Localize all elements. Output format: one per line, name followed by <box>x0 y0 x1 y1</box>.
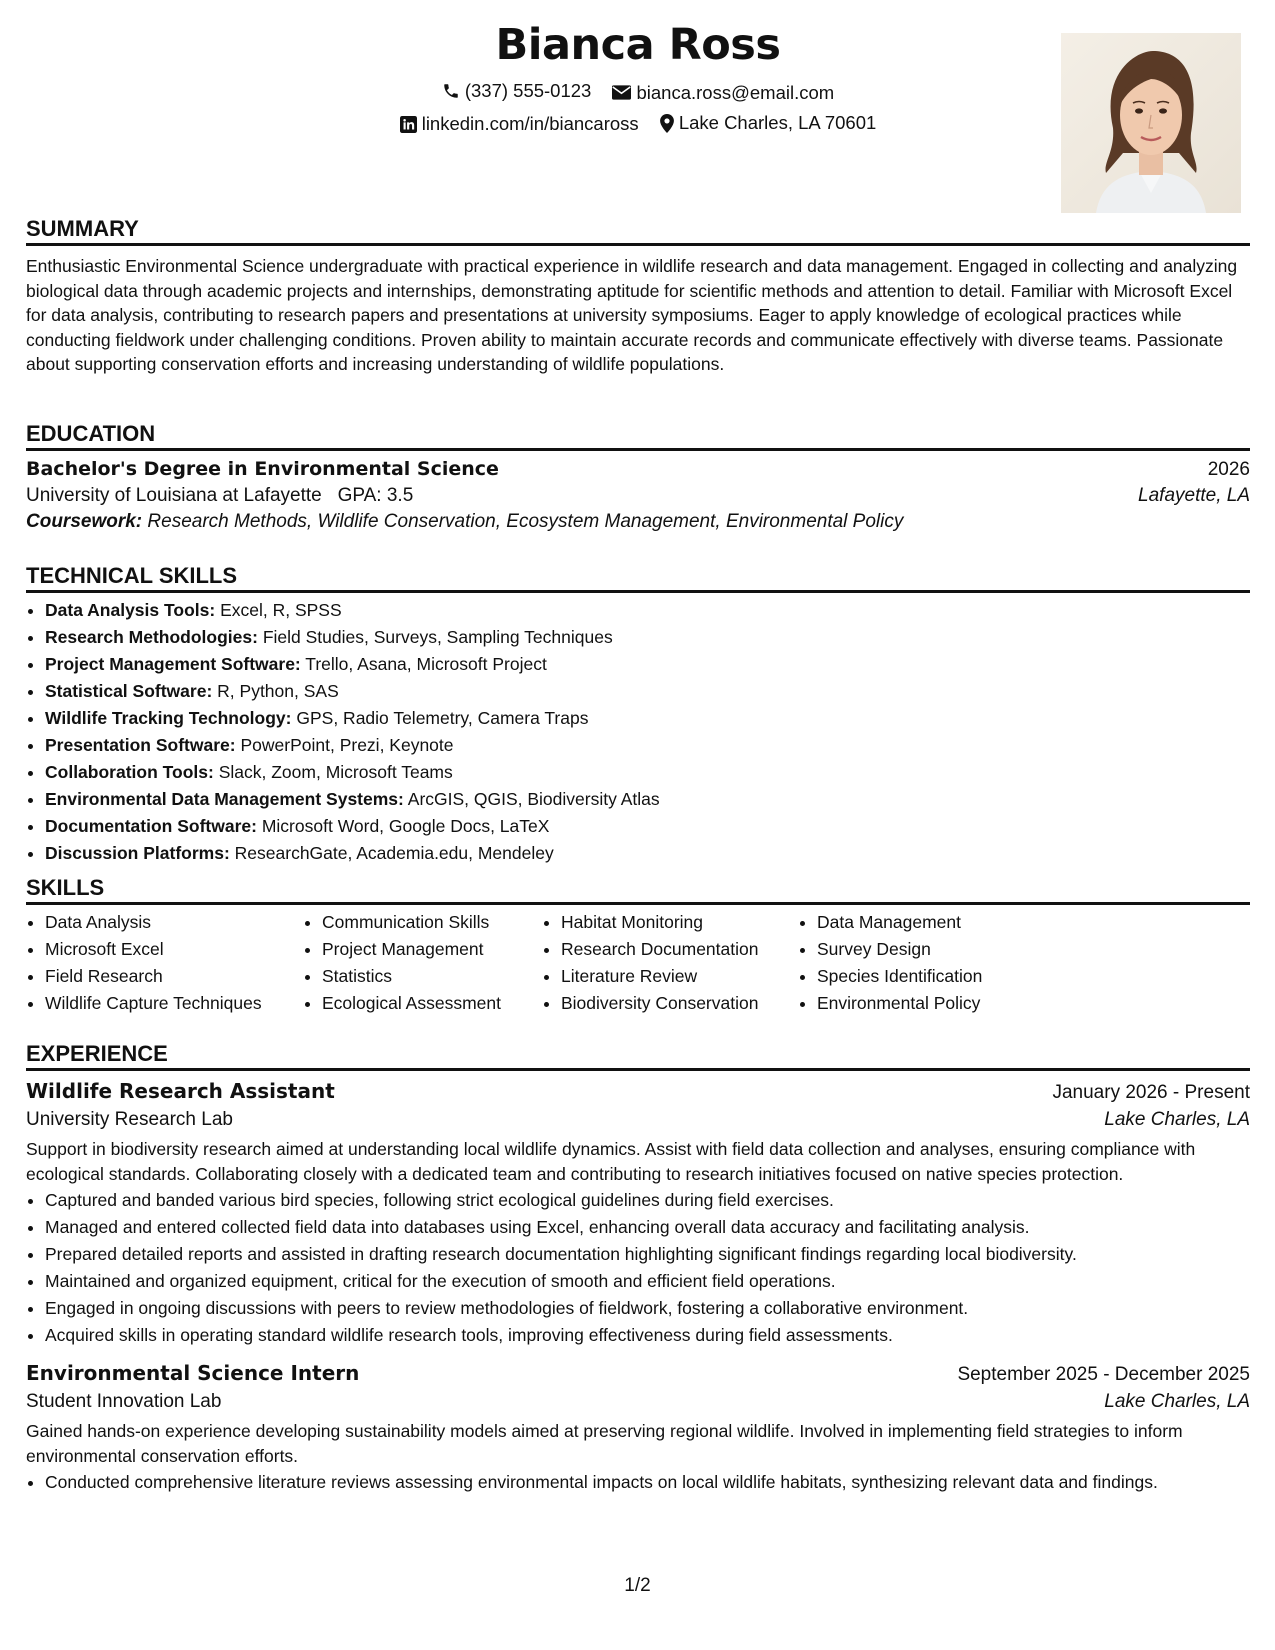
list-item: • Environmental Policy <box>817 990 1057 1017</box>
profile-photo <box>1061 33 1241 213</box>
list-item: • Microsoft Excel <box>45 936 303 963</box>
skill-values: Excel, R, SPSS <box>220 600 342 620</box>
list-item: • Communication Skills <box>322 909 542 936</box>
school-info <box>26 485 413 507</box>
skills-column <box>798 909 1057 1017</box>
job-bullets <box>26 1469 1250 1496</box>
list-item: • Project Management <box>322 936 542 963</box>
list-item: • Engaged in ongoing discussions with peers to review methodologies of fieldwork, fostering a collaborative environment. <box>45 1295 1250 1322</box>
skill-values: Field Studies, Surveys, Sampling Techniques <box>262 627 613 647</box>
job-org-row <box>26 1109 1250 1131</box>
skill-values: GPS, Radio Telemetry, Camera Traps <box>296 708 589 728</box>
list-item <box>45 786 1250 813</box>
graduation-year: 2026 <box>1207 459 1250 480</box>
skill-category: Presentation Software: <box>45 735 236 755</box>
job-description: Support in biodiversity research aimed at understanding local wildlife dynamics. Assist with field data collection and analyses, ensuring compliance with ecological standards. Collaborating closely with a dedicated team and contributing to research initiatives focused on native species protection. <box>26 1139 1196 1184</box>
email-contact[interactable] <box>612 82 834 104</box>
job-dates: September 2025 - December 2025 <box>957 1364 1250 1385</box>
list-item <box>45 732 1250 759</box>
skill-category: Documentation Software: <box>45 816 257 836</box>
summary-text: Enthusiastic Environmental Science undergraduate with practical experience in wildlife research and data management. Engaged in collecting and analyzing biological data through academic projects and internships, demonstrating aptitude for scientific methods and attention to detail. Familiar with Microsoft Excel for data analysis, contributing to research papers and presentations at university symposiums. Eager to apply knowledge of ecological practices while conducting fieldwork under challenging conditions. Proven ability to maintain accurate records and communicate effectively with diverse teams. Passionate about supporting conservation efforts and increasing understanding of wildlife populations. <box>26 256 1238 374</box>
job-organization: Student Innovation Lab <box>26 1391 222 1412</box>
list-item <box>45 813 1250 840</box>
skills-section <box>26 874 1250 1017</box>
list-item: • Field Research <box>45 963 303 990</box>
list-item: • Habitat Monitoring <box>561 909 798 936</box>
section-divider <box>26 243 1250 246</box>
coursework-list: Research Methods, Wildlife Conservation, Ecosystem Management, Environmental Policy <box>147 511 904 532</box>
education-section <box>26 420 1250 533</box>
skill-values: Slack, Zoom, Microsoft Teams <box>218 762 453 782</box>
job-location: Lake Charles, LA <box>1104 1391 1250 1412</box>
skills-column <box>26 909 303 1017</box>
degree-row <box>26 458 1250 481</box>
location-contact <box>660 112 876 134</box>
linkedin-contact[interactable] <box>400 113 639 135</box>
list-item: • Conducted comprehensive literature reviews assessing environmental impacts on local wildlife habitats, synthesizing relevant data and findings. <box>45 1469 1250 1496</box>
list-item: • Research Documentation <box>561 936 798 963</box>
list-item: • Ecological Assessment <box>322 990 542 1017</box>
list-item <box>45 651 1250 678</box>
list-item: • Survey Design <box>817 936 1057 963</box>
list-item: • Managed and entered collected field data into databases using Excel, enhancing overall data accuracy and facilitating analysis. <box>45 1214 1250 1241</box>
resume-page <box>26 0 1250 1650</box>
skill-category: Discussion Platforms: <box>45 843 230 863</box>
job-org-row <box>26 1391 1250 1413</box>
section-divider <box>26 590 1250 593</box>
skill-category: Research Methodologies: <box>45 627 258 647</box>
skill-category: Collaboration Tools: <box>45 762 214 782</box>
linkedin-icon <box>400 116 417 133</box>
job-description: Gained hands-on experience developing sustainability models aimed at preserving regional wildlife. Involved in implementing field strategies to inform environmental conservation efforts. <box>26 1421 1183 1466</box>
skill-values: ResearchGate, Academia.edu, Mendeley <box>234 843 554 863</box>
section-divider <box>26 1068 1250 1071</box>
experience-heading: EXPERIENCE <box>26 1041 168 1066</box>
list-item <box>45 705 1250 732</box>
job-header <box>26 1361 1250 1386</box>
skill-category: Environmental Data Management Systems: <box>45 789 404 809</box>
section-divider <box>26 902 1250 905</box>
summary-heading: SUMMARY <box>26 216 139 241</box>
school-name: University of Louisiana at Lafayette <box>26 485 322 506</box>
technical-skills-section <box>26 562 1250 867</box>
job-header <box>26 1079 1250 1104</box>
list-item: • Data Management <box>817 909 1057 936</box>
list-item <box>45 624 1250 651</box>
skill-values: ArcGIS, QGIS, Biodiversity Atlas <box>407 789 660 809</box>
job-title: Environmental Science Intern <box>26 1361 360 1385</box>
skills-column <box>542 909 798 1017</box>
job-title: Wildlife Research Assistant <box>26 1079 335 1103</box>
list-item: • Biodiversity Conservation <box>561 990 798 1017</box>
technical-skills-list <box>26 597 1250 867</box>
linkedin-url[interactable]: linkedin.com/in/biancaross <box>421 113 639 134</box>
phone-icon <box>442 82 460 100</box>
school-location: Lafayette, LA <box>1138 485 1250 506</box>
candidate-name: Bianca Ross <box>495 20 781 70</box>
skills-column <box>303 909 542 1017</box>
list-item: • Maintained and organized equipment, critical for the execution of smooth and efficient field operations. <box>45 1268 1250 1295</box>
skill-category: Statistical Software: <box>45 681 213 701</box>
school-row <box>26 485 1250 507</box>
envelope-icon <box>612 85 631 100</box>
list-item: • Statistics <box>322 963 542 990</box>
job-organization: University Research Lab <box>26 1109 233 1130</box>
phone-contact <box>442 80 592 102</box>
job-bullets <box>26 1187 1250 1349</box>
technical-skills-heading: TECHNICAL SKILLS <box>26 563 238 588</box>
list-item: • Species Identification <box>817 963 1057 990</box>
skill-values: PowerPoint, Prezi, Keynote <box>240 735 454 755</box>
job-location: Lake Charles, LA <box>1104 1109 1250 1130</box>
list-item <box>45 840 1250 867</box>
page-number: 1/2 <box>624 1575 651 1596</box>
education-heading: EDUCATION <box>26 421 156 446</box>
list-item: • Acquired skills in operating standard wildlife research tools, improving effectiveness during field assessments. <box>45 1322 1250 1349</box>
map-pin-icon <box>660 114 674 133</box>
list-item: • Prepared detailed reports and assisted in drafting research documentation highlighting significant findings regarding local biodiversity. <box>45 1241 1250 1268</box>
skills-grid <box>26 909 1250 1017</box>
coursework-label: Coursework: <box>26 511 143 532</box>
list-item: • Literature Review <box>561 963 798 990</box>
skill-values: R, Python, SAS <box>217 681 339 701</box>
list-item <box>45 678 1250 705</box>
skill-values: Trello, Asana, Microsoft Project <box>305 654 547 674</box>
section-divider <box>26 448 1250 451</box>
summary-section <box>26 215 1250 377</box>
list-item: • Captured and banded various bird species, following strict ecological guidelines during field exercises. <box>45 1187 1250 1214</box>
skill-category: Wildlife Tracking Technology: <box>45 708 292 728</box>
skill-category: Data Analysis Tools: <box>45 600 216 620</box>
list-item: • Wildlife Capture Techniques <box>45 990 303 1017</box>
experience-section <box>26 1040 1250 1496</box>
skill-values: Microsoft Word, Google Docs, LaTeX <box>261 816 550 836</box>
list-item: • Data Analysis <box>45 909 303 936</box>
job-entry <box>26 1361 1250 1496</box>
gpa: GPA: 3.5 <box>337 485 414 506</box>
list-item <box>45 759 1250 786</box>
list-item <box>45 597 1250 624</box>
coursework-row <box>26 511 1250 533</box>
email-address[interactable]: bianca.ross@email.com <box>636 81 835 103</box>
degree-name: Bachelor's Degree in Environmental Science <box>26 458 499 480</box>
phone-number: (337) 555-0123 <box>464 80 592 101</box>
location-text: Lake Charles, LA 70601 <box>678 112 877 133</box>
job-dates: January 2026 - Present <box>1052 1082 1250 1103</box>
skill-category: Project Management Software: <box>45 654 301 674</box>
skills-heading: SKILLS <box>26 875 105 900</box>
job-entry <box>26 1079 1250 1349</box>
